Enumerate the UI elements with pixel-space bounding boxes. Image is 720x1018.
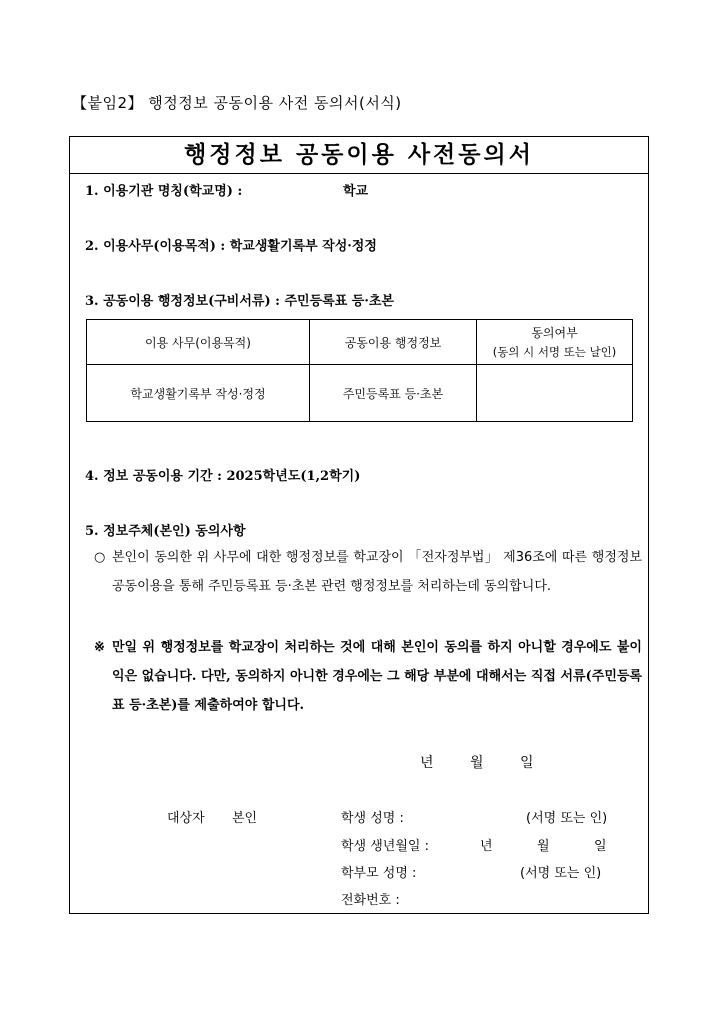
parent-sign-hint: (서명 또는 인) xyxy=(520,866,602,881)
subject-value: 본인 xyxy=(232,811,258,826)
birth-day-label: 일 xyxy=(594,839,607,854)
table-cell-info: 주민등록표 등·초본 xyxy=(310,365,477,422)
student-name-label: 학생 성명 : xyxy=(341,811,404,826)
item-period: 4. 정보 공동이용 기간 : 2025학년도(1,2학기) xyxy=(85,469,361,484)
phone-label: 전화번호 : xyxy=(341,893,400,908)
reference-mark-icon: ※ xyxy=(94,640,105,655)
consent-text: 본인이 동의한 위 사무에 대한 행정정보를 학교장이 「전자정부법」 제36조에 따른 행정정보 공동이용을 통해 주민등록표 등·초본 관련 행정정보를 처리하는데 동의합니다. xyxy=(112,550,642,594)
consent-header-label: 동의여부 xyxy=(531,326,578,340)
table-cell-purpose: 학교생활기록부 작성·정정 xyxy=(87,365,310,422)
item-institution: 1. 이용기관 명칭(학교명) : xyxy=(85,184,243,199)
birth-month-label: 월 xyxy=(537,839,550,854)
student-sign-hint: (서명 또는 인) xyxy=(526,811,608,826)
consent-form xyxy=(69,136,649,914)
date-month-label: 월 xyxy=(470,755,484,771)
student-birth-label: 학생 생년월일 : xyxy=(341,839,429,854)
table-header-consent xyxy=(477,320,633,365)
date-year-label: 년 xyxy=(420,755,434,771)
birth-year-label: 년 xyxy=(480,839,493,854)
consent-table xyxy=(86,319,633,422)
item-shared-info: 3. 공동이용 행정정보(구비서류) : 주민등록표 등·초본 xyxy=(85,294,394,309)
consent-header-note: (동의 시 서명 또는 날인) xyxy=(492,345,617,359)
parent-name-label: 학부모 성명 : xyxy=(341,866,417,881)
school-name-label: 학교 xyxy=(343,184,369,199)
item-consent-details: 5. 정보주체(본인) 동의사항 xyxy=(85,524,246,539)
document-title: 행정정보 공동이용 사전동의서 xyxy=(70,137,648,174)
subject-label: 대상자 xyxy=(167,811,205,826)
table-header-purpose: 이용 사무(이용목적) xyxy=(87,320,310,365)
notice-paragraph xyxy=(94,633,642,720)
notice-text: 만일 위 행정정보를 학교장이 처리하는 것에 대해 본인이 동의를 하지 아니할 경우에도 불이익은 없습니다. 다만, 동의하지 아니한 경우에는 그 해당 부분에 대해서는 직접 서류(주민등록표 등·초본)를 제출하여야 합니다. xyxy=(112,640,642,713)
item-purpose: 2. 이용사무(이용목적) : 학교생활기록부 작성·정정 xyxy=(85,239,377,254)
signature-cell[interactable] xyxy=(477,365,633,422)
consent-paragraph xyxy=(94,543,642,601)
attachment-title: 【붙임2】 행정정보 공동이용 사전 동의서(서식) xyxy=(72,94,402,112)
date-day-label: 일 xyxy=(520,755,534,771)
table-header-info: 공동이용 행정정보 xyxy=(310,320,477,365)
circle-bullet-icon: ○ xyxy=(94,550,106,565)
